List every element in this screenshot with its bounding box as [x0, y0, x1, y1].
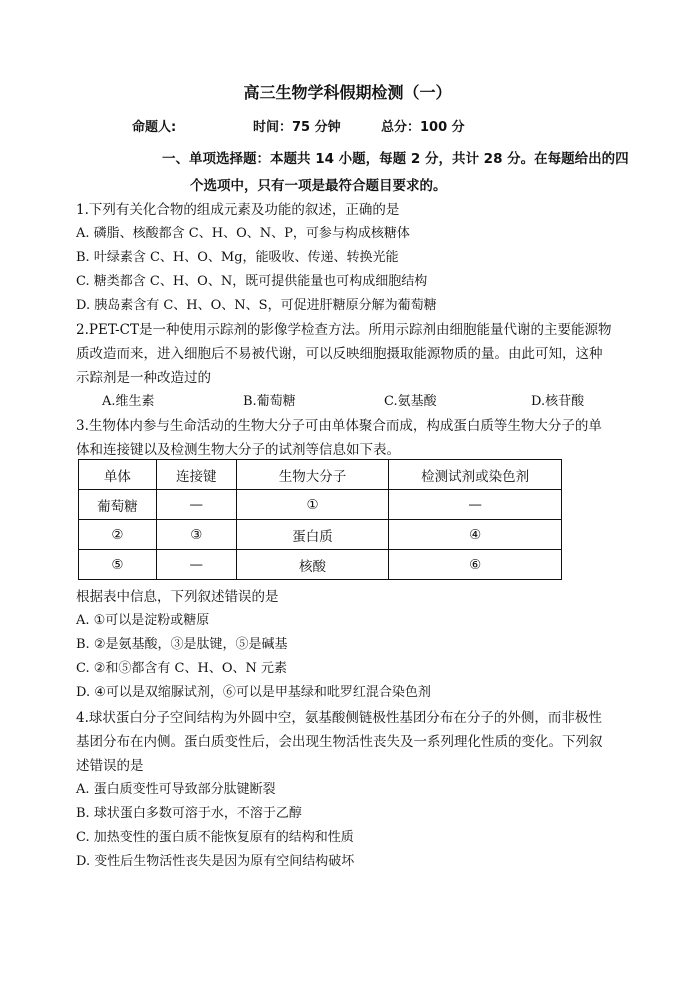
time-info: 时间：75 分钟 — [253, 120, 341, 135]
table-row — [79, 550, 562, 580]
q2-stem-line-2: 质改造而来，进入细胞后不易被代谢，可以反映细胞摄取能源物质的量。由此可知，这种 — [76, 346, 603, 362]
q4-stem-line-2: 基团分布在内侧。蛋白质变性后，会出现生物活性丧失及一系列理化性质的变化。下列叙 — [76, 734, 603, 750]
q1-option-a: A. 磷脂、核酸都含 C、H、O、N、P，可参与构成核糖体 — [76, 226, 410, 241]
q3-option-a: A. ①可以是淀粉或糖原 — [76, 613, 210, 628]
table-cell: 葡萄糖 — [79, 490, 157, 520]
score-info: 总分：100 分 — [381, 120, 465, 135]
table-header: 生物大分子 — [236, 460, 389, 490]
page-title: 高三生物学科假期检测（一） — [243, 83, 452, 102]
section-heading-line-2: 个选项中，只有一项是最符合题目要求的。 — [190, 178, 447, 194]
q2-option-d: D.核苷酸 — [531, 394, 585, 409]
q2-option-b: B.葡萄糖 — [243, 394, 296, 409]
q1-option-c: C. 糖类都含 C、H、O、N，既可提供能量也可构成细胞结构 — [76, 274, 428, 289]
table-row — [79, 490, 562, 520]
table-cell: 核酸 — [236, 550, 389, 580]
q1-stem: 1.下列有关化合物的组成元素及功能的叙述，正确的是 — [76, 202, 400, 218]
table-header: 检测试剂或染色剂 — [389, 460, 562, 490]
table-cell: ① — [236, 490, 389, 520]
q3-stem-line-1: 3.生物体内参与生命活动的生物大分子可由单体聚合而成，构成蛋白质等生物大分子的单 — [76, 418, 602, 434]
q3-option-c: C. ②和⑤都含有 C、H、O、N 元素 — [76, 661, 287, 676]
table-cell: — — [389, 490, 562, 520]
table-cell: — — [156, 490, 236, 520]
table-cell: ⑤ — [79, 550, 157, 580]
table-cell: ⑥ — [389, 550, 562, 580]
q2-stem-line-1: 2.PET-CT是一种使用示踪剂的影像学检查方法。所用示踪剂由细胞能量代谢的主要能源物 — [76, 322, 612, 338]
q3-option-d: D. ④可以是双缩脲试剂，⑥可以是甲基绿和吡罗红混合染色剂 — [76, 685, 431, 700]
table-header: 连接键 — [156, 460, 236, 490]
section-heading-line-1: 一、单项选择题：本题共 14 小题，每题 2 分，共计 28 分。在每题给出的四 — [162, 151, 629, 167]
q3-table — [78, 459, 562, 580]
q3-option-b: B. ②是氨基酸，③是肽键，⑤是碱基 — [76, 637, 288, 652]
q4-option-d: D. 变性后生物活性丧失是因为原有空间结构破坏 — [76, 854, 355, 869]
q3-question: 根据表中信息，下列叙述错误的是 — [76, 589, 279, 605]
q2-option-c: C.氨基酸 — [384, 394, 437, 409]
q1-option-b: B. 叶绿素含 C、H、O、Mg，能吸收、传递、转换光能 — [76, 250, 399, 265]
table-cell: ② — [79, 520, 157, 550]
q4-stem-line-1: 4.球状蛋白分子空间结构为外圆中空，氨基酸侧链极性基团分布在分子的外侧，而非极性 — [76, 710, 602, 726]
table-cell: 蛋白质 — [236, 520, 389, 550]
q4-option-a: A. 蛋白质变性可导致部分肽键断裂 — [76, 782, 276, 797]
q1-option-d: D. 胰岛素含有 C、H、O、N、S，可促进肝糖原分解为葡萄糖 — [76, 298, 437, 313]
table-header-row — [79, 460, 562, 490]
table-row — [79, 520, 562, 550]
q4-stem-line-3: 述错误的是 — [76, 758, 144, 774]
q3-stem-line-2: 体和连接键以及检测生物大分子的试剂等信息如下表。 — [76, 442, 400, 458]
author-label: 命题人: — [132, 120, 177, 135]
table-header: 单体 — [79, 460, 157, 490]
table-cell: ③ — [156, 520, 236, 550]
q2-option-a: A.维生素 — [102, 394, 155, 409]
q4-option-b: B. 球状蛋白多数可溶于水，不溶于乙醇 — [76, 806, 302, 821]
q4-option-c: C. 加热变性的蛋白质不能恢复原有的结构和性质 — [76, 830, 354, 845]
table-cell: ④ — [389, 520, 562, 550]
q2-stem-line-3: 示踪剂是一种改造过的 — [76, 370, 211, 386]
table-cell: — — [156, 550, 236, 580]
